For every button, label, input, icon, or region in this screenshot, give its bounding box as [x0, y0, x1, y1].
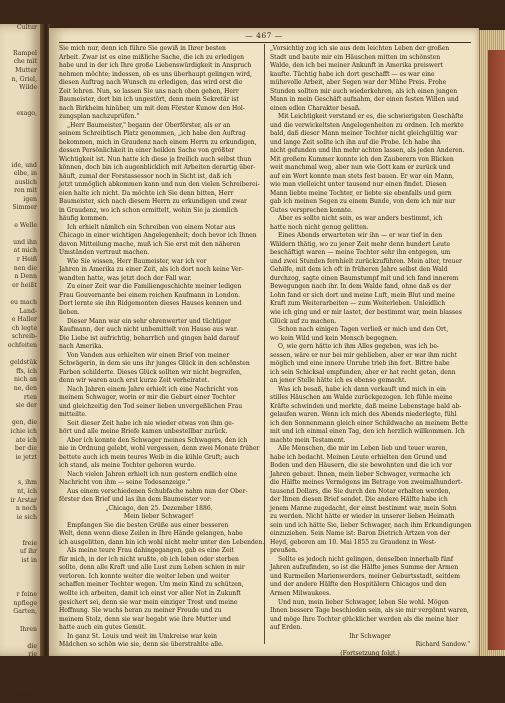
margin-line [0, 230, 40, 239]
text-line: und die verwickeltsten Angelegenheiten zu ordnen. Ich merkte [270, 121, 464, 129]
margin-line [0, 351, 40, 360]
text-line: eien halte ich nicht. Da möchte ich Sie denn bitten, Herr [59, 189, 234, 197]
text-line: Von Vanden aus erhielten wir einen Brief von meiner [67, 351, 230, 359]
text-line: sessen, wäre er nur bei mir geblieben, aber er war ihm nicht [270, 351, 457, 359]
text-line: und zwei Stunden fernhielt zurückzuführen. Mein alter, treuer [270, 257, 462, 265]
margin-line [0, 153, 40, 162]
text-line: Schwägerin, in dem sie uns ihr junges Glück in den schönsten [59, 360, 250, 368]
margin-line [0, 290, 40, 299]
book-page [49, 28, 479, 656]
text-line: „Chicago, den 25. Dezember 1886. [105, 504, 213, 512]
margin-line: sehen, [16, 677, 37, 685]
text-line: Wichtigkeit ist. Nun hatte ich diese ja freilich auch selbst thun [59, 155, 252, 163]
text-line: Richard Sandow." [415, 641, 470, 649]
text-line: Stadt und baute mir ein Häuschen mitten im schönsten [270, 53, 441, 61]
text-line: Kaufmann, der auch nicht unbemittelt von Hause aus war. [59, 326, 238, 334]
text-line: Heyd, geboren am 10. Mai 1855 zu Graudenz in West- [270, 538, 437, 546]
margin-line [0, 33, 40, 42]
text-line: Aus einem verschiedenen Schubfache nahm nun der Ober- [67, 487, 248, 495]
margin-line [0, 694, 40, 703]
text-line: sein und ich hätte Sie, lieber Schwager, nach ihm Erkundigungen [270, 521, 472, 529]
text-line: Mein lieber Schwager! [123, 513, 195, 521]
text-line: mühevolle Arbeit, aber Segen war der Mühe Preis. Frohe [270, 79, 447, 87]
text-line: häuft, zumal der Forstassessor noch in Sicht ist, daß ich [59, 172, 232, 180]
text-line: weit manchmal weg, aber nun wie Gott kam er zurück und [270, 164, 451, 172]
text-line: hatte noch nicht genug gelitten. [270, 223, 369, 231]
text-line: durchzog, sagte einen Baumstumpf mit und ich fand innerem [270, 274, 459, 282]
margin-line: Cultur [16, 24, 37, 31]
margin-line: ie jetzt [15, 453, 37, 461]
text-line: Sollte es jedoch nicht gelingen, denselben innerhalb fünf [278, 555, 454, 563]
text-line: Wäldern thätig, wo zu jener Zeit mehr denn hundert Leute [270, 240, 450, 248]
margin-line: Land- [19, 307, 37, 315]
margin-line: ist in [21, 556, 37, 564]
text-line: wie man vielleicht unter tausend nur einen findet. Diesen [270, 181, 447, 189]
text-line: an jener Stelle hätte ich es ebenso gemacht. [270, 377, 407, 385]
text-line: Mit Leichtigkeit verstand er es, die schwierigsten Geschäfte [278, 113, 464, 121]
text-line: nehmen möchte; indessen, ob es uns überhaupt gelingen wird, [59, 70, 252, 78]
text-line: möglich und eine innere Unruhe trieb ihn fort. Bittre habe [270, 360, 450, 368]
margin-line: r feine [16, 591, 37, 599]
left-facing-page [0, 24, 40, 693]
left-page-margin-text [0, 24, 40, 703]
margin-line [0, 660, 40, 669]
margin-line: ulbigen [13, 685, 37, 693]
text-line: nach Birkheim hinüber, um mit dem Förster Kunow den Hol- [59, 104, 245, 112]
margin-line: gen, die [11, 419, 37, 427]
margin-line: nich an [13, 376, 37, 384]
text-line: Mann in mein Geschäft aufnahm, der einen festen Willen und [270, 96, 459, 104]
text-line: (Fortsetzung folgt.) [340, 649, 400, 657]
text-line: auf Erden. [270, 624, 303, 632]
margin-line [0, 634, 40, 643]
text-line: wie ich ging und er mir lastet, der bestimmt war, mein blasses [270, 308, 462, 316]
text-line: Lohn fand er sich dort und meine Luft, mein Blut und meine [270, 291, 455, 299]
text-line: Schon nach einigen Tagen verließ er mich und den Ort, [278, 326, 449, 334]
text-line: und möge Ihre Tochter glücklicher werden als die meine hier [270, 615, 459, 623]
text-line: nach Amerika. [59, 343, 104, 351]
margin-line: ch legte [11, 324, 37, 332]
margin-line [0, 119, 40, 128]
text-line: bekommen, mich in Graudenz nach einem Herrn zu erkundigen, [59, 138, 257, 146]
margin-line: auslich [14, 178, 37, 186]
text-line: und lange Zeit sollte ich ihn auf die Probe. Ich habe ihn [270, 138, 441, 146]
text-line: davon Mitteilung mache, muß ich Sie erst mit den näheren [59, 240, 241, 248]
margin-line: sie der [15, 402, 37, 410]
text-line: denn wir waren auch erst kurze Zeit verheiratet. [59, 377, 210, 385]
text-line: und gleichzeitig den Tod seiner lieben unvergeßlichen Frau [59, 402, 243, 410]
text-line: Was ich besaß, habe ich dann verkauft und mich in ein [278, 385, 446, 393]
text-line: Baumeister, dort bin ich ungestört, denn mein Sekretär ist [59, 96, 239, 104]
text-line: Walde, den ich bei meiner Ankunft in Amerika preiswert [270, 62, 443, 70]
text-line: nie in Ordnung gelebt, wohl vergessen, denn zwei Monate früher [59, 445, 260, 453]
margin-line [0, 144, 40, 153]
header-rule [59, 42, 471, 43]
text-line: Jahren in Amerika zu einer Zeit, als ich dort noch keine Ver- [59, 266, 244, 274]
margin-line: ne, den [13, 384, 37, 392]
margin-line: ie sich [16, 513, 37, 521]
text-line: Armen Milwaukees. [270, 590, 331, 597]
margin-line [0, 617, 40, 626]
margin-line: Ihren [19, 625, 37, 633]
text-line: Nach vielen Jahren erhielt ich nun gestern endlich eine [67, 470, 238, 478]
margin-line: und ihn [13, 238, 37, 246]
text-line: habe ich bedacht. Meinen Leute erhielten den Grund und [270, 453, 447, 461]
text-line: Wie Sie wissen, Herr Baumeister, war ich vor [67, 257, 207, 265]
margin-line: Simmer [12, 204, 37, 212]
margin-line: die [27, 642, 37, 650]
margin-line [0, 462, 40, 471]
margin-line: Garten, [13, 608, 37, 616]
text-line: tausend Dollars, die Sie durch den Notar erhalten werden, [270, 487, 451, 495]
margin-line [0, 411, 40, 420]
margin-line [0, 136, 40, 145]
margin-line: igen [23, 195, 37, 203]
text-line: gelaufen waren. Wenn ich mich des Abends niederlegte, fühl [270, 411, 457, 419]
text-line: Kräfte schwinden und merkte, daß meine Lebenstage bald ab- [270, 402, 462, 410]
text-line: gab ich meinen Segen zu einem Bunde, von dem ich mir nur [270, 198, 456, 206]
margin-line: exago, [16, 109, 37, 117]
margin-line: freie [22, 539, 37, 547]
text-line: Mit großem Kummer konnte ich den Zauberern von Blicken [270, 155, 454, 163]
text-line: Aber es sollte nicht sein, es war anders bestimmt, ich [278, 215, 443, 223]
text-line: und der andere Hälfte den Hospitälern Chicagos und den [270, 581, 447, 589]
text-line: hört und alle meine Briefe kamen unbestellbar zurück. [59, 428, 228, 436]
left-text-column [59, 45, 265, 653]
margin-line: rie [28, 651, 37, 659]
text-line: sollte, denn alle Kraft und alle Lust zum Leben schien in mir [59, 564, 245, 572]
margin-line: che mit [13, 58, 37, 66]
text-line: Mann liebte meine Tochter, er liebte sie ebenfalls und gern [270, 189, 452, 197]
text-line: gesichert sei, denn sie war mein einziger Trost und meine [59, 598, 238, 606]
text-line: Mädchen so schön wie sie, denn sie überstrahlte alle. [59, 641, 224, 649]
page-edges [479, 30, 505, 656]
text-line: „Vorsichtig zog ich sie aus dem leichten Leben der großen [270, 45, 450, 52]
text-line: schaffen meiner Tochter wegen. Um mein Kind zu schützen, [59, 581, 244, 589]
margin-line: geldstük [10, 359, 37, 367]
margin-line: schreib- [11, 333, 37, 341]
text-line: wandten hatte, was jetzt doch der Fall war. [59, 274, 192, 282]
text-line: förster den Brief und las ihn dem Baumeister vor: [59, 496, 212, 504]
text-line: der Ihnen diesen Brief sendet. Die andere Hälfte habe ich [270, 496, 448, 504]
margin-line: s, ihm [18, 479, 37, 487]
margin-line: Wilde [19, 84, 37, 92]
text-line: zungsplan nachzuprüfen." [59, 113, 140, 121]
text-line: Stunden sollten mir auch wiederkehren, als ich einen jungen [270, 87, 458, 95]
margin-line: Rampel [13, 49, 37, 57]
text-line: Nach Jahren einem Jahre erhielt ich eine Nachricht von [67, 385, 239, 393]
text-line: Zeit lehren. Nun, so lassen Sie uns nach oben gehen, Herr [59, 87, 239, 95]
text-line: meinem Stolz, denn sie war begabt wie ihre Mutter und [59, 615, 231, 623]
text-line: Ihnen bessere Tage beschieden sein, als sie mir vergönnt waren, [270, 607, 469, 615]
margin-line: n, Griel, [11, 75, 37, 83]
text-line: einen edlen Charakter besaß. [270, 104, 361, 112]
margin-line: uf ihr [19, 548, 37, 556]
margin-line: n noch [15, 505, 37, 513]
text-line: ich stand, als meine Tochter geboren wurde. [59, 462, 196, 470]
margin-line: at mich [13, 247, 37, 255]
text-line: preußen. [270, 547, 298, 555]
text-line: Baumeister, sich nach diesem Herrn zu erkundigen und zwar [59, 198, 247, 206]
text-line: ich den Sonnenmann gleich einer Schildwache an meinem Bette [270, 419, 468, 427]
text-line: Sie mich nur, denn ich führe Sie gewiß in Ihrer besten [59, 45, 226, 52]
text-line: Eines Abends erwarteten wir ihn — er war tief in den [278, 232, 443, 240]
margin-line: elbe, in [13, 170, 37, 178]
margin-line [0, 583, 40, 592]
margin-line [0, 101, 40, 110]
text-line: und Kurmeilen Marienwerders, meiner Geburtsstadt, seitdem [270, 572, 460, 580]
text-line: lieben. [59, 308, 80, 316]
text-line: häufig kommen. [59, 215, 109, 223]
margin-line: ate ich [15, 436, 37, 444]
text-line: Nachricht von ihm — seine Todesanzeige." [59, 479, 191, 487]
text-line: Die Liebe ist aufrichtig, beharrlich und gingen bald darauf [59, 334, 240, 342]
margin-line [0, 522, 40, 531]
text-line: Hoffnung. Sie wuchs heran zu meiner Freude und zu [59, 607, 222, 615]
text-line: zu werden. Nicht hätte er wieder in unserer lieben Heimath [270, 513, 455, 521]
text-line: Bewegungen nach ihr. In dem Walde fand, ohne daß es der [270, 283, 451, 291]
margin-line: ichie ich [10, 427, 37, 435]
text-line: Boden und den Häusern, die sie bewohnten und die ich vor [270, 462, 452, 470]
margin-line [0, 213, 40, 222]
text-line: Gehilfe, mit dem ich oft in früheren Jahre selbst den Wald [270, 266, 448, 274]
text-line: Umständen vertraut machen. [59, 249, 150, 257]
text-line: wollte ich arbeiten, damit ich einst vor aller Not in Zukunft [59, 590, 241, 597]
margin-line [0, 93, 40, 102]
margin-line [0, 565, 40, 574]
margin-line: ren mit [14, 187, 37, 195]
text-line: Ich erhielt nämlich ein Schreiben von einem Notar aus [67, 223, 236, 231]
margin-line [0, 574, 40, 583]
text-line: für mich, in der ich nicht wußte, ob ich leben oder sterben [59, 555, 239, 563]
text-line: Gutes versprechen konnte. [270, 206, 353, 214]
margin-line: ochfeiten [7, 341, 37, 349]
text-line: Aber ich konnte den Schwager meines Schwagers, den ich [67, 436, 248, 444]
text-line: Und nun, mein lieber Schwager, leben Sie wohl. Mögen [278, 598, 449, 606]
margin-line: eu mach [10, 299, 37, 306]
text-line: hatte auch ein gutes Gemüt. [59, 624, 147, 632]
text-line: diesen Auftrag nach Wunsch zu erledigen, das wird erst die [59, 79, 243, 87]
margin-line: e Welle [14, 221, 37, 229]
margin-line [0, 471, 40, 480]
text-line: Arbeit. Zwar ist es eine mißliche Sache, die ich zu erledigen [59, 53, 244, 61]
text-line: „Herr Baumeister," begann der Oberförster, als er an [67, 121, 231, 129]
text-line: mitteilte. [59, 411, 87, 419]
text-line: die Hälfte meines Vermögens im Betrage von zweimalhundert- [270, 479, 463, 487]
text-line: Zu einer Zeit war die Familiengeschichte meiner ledigen [67, 283, 242, 291]
text-line: seinem Schreibtisch Platz genommen, „ich habe den Auftrag [59, 130, 246, 138]
text-line: Alle Menschen, die mir im Leben lieb und teuer waren, [278, 445, 448, 453]
text-line: habe und in der ich Ihre große Liebenswürdigkeit in Anspruch [59, 62, 252, 70]
margin-line [0, 127, 40, 136]
margin-line: r Heiß [16, 256, 37, 264]
margin-line: ide, und [11, 161, 37, 169]
text-line: Frau Gouvernante bei einem reichen Kaufmann in London. [59, 291, 241, 299]
margin-line: ir Arstar [10, 496, 37, 504]
text-line: Jahren gebaut. Ihnen, mein lieber Schwager, vermache ich [270, 470, 451, 478]
text-line: Farben schilderte. Dieses Glück sollten wir nicht begreifen, [59, 368, 242, 376]
text-line: einzuziehen. Sein Name ist: Baron Dietrich Artzen von der [270, 530, 451, 538]
margin-line: er heißt [12, 281, 37, 289]
text-line: Seit dieser Zeit habe ich nie wieder etwas von ihm ge- [67, 419, 234, 427]
text-line: O, wie gern hätte ich ihm Alles gegeben, was ich be- [278, 343, 440, 351]
text-line: kaufte. Tüchtig habe ich dort geschafft — es war eine [270, 70, 435, 78]
margin-line: ber die [14, 445, 37, 453]
margin-line [0, 669, 40, 678]
text-line: auf ein Wort konnte man stets fest bauen. Er war ein Mann, [270, 172, 455, 180]
text-line: verloren. Ich konnte weiter die weiter leben und weiter [59, 572, 230, 580]
text-line: wo kein Wild und kein Mensch begegnen. [270, 334, 399, 342]
text-line: in Graudenz, wo ich schon ermittelt, wohin Sie ja ziemlich [59, 206, 238, 214]
text-line: dessen Persönlichkeit in einer heiklen Sache von größter [59, 147, 235, 155]
text-line: jenem Manne zugedacht, der einst bestimmt war, mein Sohn [270, 504, 457, 512]
text-line: ich ausgelitten, dann bin ich wohl nicht mehr unter den Lebenden. [59, 538, 265, 546]
margin-line: Mutter [15, 66, 37, 74]
margin-line: nt, ich [17, 488, 37, 496]
margin-line [0, 41, 40, 50]
text-line: jetzt unmöglich abkommen kann und nun den vielen Schreiberei- [59, 181, 260, 189]
text-line: können, doch bin ich augenblicklich mit Arbeiten derartig über- [59, 164, 256, 172]
text-line: ich sein Schicksal empfunden, aber er hat recht getan, denn [270, 368, 456, 376]
text-line: In ganz St. Louis und weit im Umkreise war kein [67, 632, 217, 640]
text-line: Als meine teure Frau dahingegangen, gab es eine Zeit [67, 547, 234, 555]
text-line: Jahren aufzufinden, so ist die Hälfte jenes Summe der Armen [270, 564, 459, 572]
column-divider [264, 44, 265, 644]
text-line: stilles Häuschen am Walde zurückgezogen. Ich fühle meine [270, 394, 453, 402]
margin-line: nen die [13, 264, 37, 272]
book-cover-edge [488, 50, 505, 650]
text-line: beschäftigt waren — meine Tochter sehr ihn entgegen, um [270, 249, 451, 257]
margin-line [0, 531, 40, 540]
text-line: bald, daß dieser Mann meiner Tochter nicht gleichgültig war [270, 130, 458, 138]
text-line: Welt, denn wenn diese Zeilen in Ihre Hände gelangen, habe [59, 530, 243, 538]
text-line: Empfangen Sie die besten Grüße aus einer besseren [67, 521, 229, 529]
text-line: nicht gefunden und ihn mehr achten lassen, als jeden Anderen. [270, 147, 465, 155]
text-line: mit und ich einmal einen Tag, den ich herzlich willkommen. Ich [270, 428, 465, 436]
right-text-column [270, 45, 472, 657]
text-line: bettete auch ich mein teures Weib in die kühle Gruft; auch [59, 453, 240, 461]
text-line: Ihr Schwager [349, 632, 391, 640]
text-line: Chicago in einer wichtigen Angelegenheit; doch bevor ich Ihnen [59, 232, 257, 240]
page-number: — 467 — [245, 31, 283, 40]
margin-line: rten [23, 393, 37, 401]
text-line: machte mein Testament. [270, 436, 346, 444]
text-line: Dieser Mann war ein sehr ehrenwerter und tüchtiger [67, 317, 231, 325]
text-line: meinem Schwager, worin er mir die Geburt einer Tochter [59, 394, 236, 402]
margin-line: n Denn [14, 273, 37, 281]
margin-line: npflege [13, 599, 37, 607]
margin-line: e Haller [11, 316, 37, 324]
text-line: Kraft zum Weiterarbeiten — zum Weiterleben. Unleidlich [270, 300, 446, 308]
text-line: Dort lernte sie ihn Ridgemonten dieses Hauses kennen und [59, 300, 242, 308]
margin-line: ffs, ich [16, 367, 37, 375]
text-line: Glück auf zu machen. [270, 317, 337, 325]
